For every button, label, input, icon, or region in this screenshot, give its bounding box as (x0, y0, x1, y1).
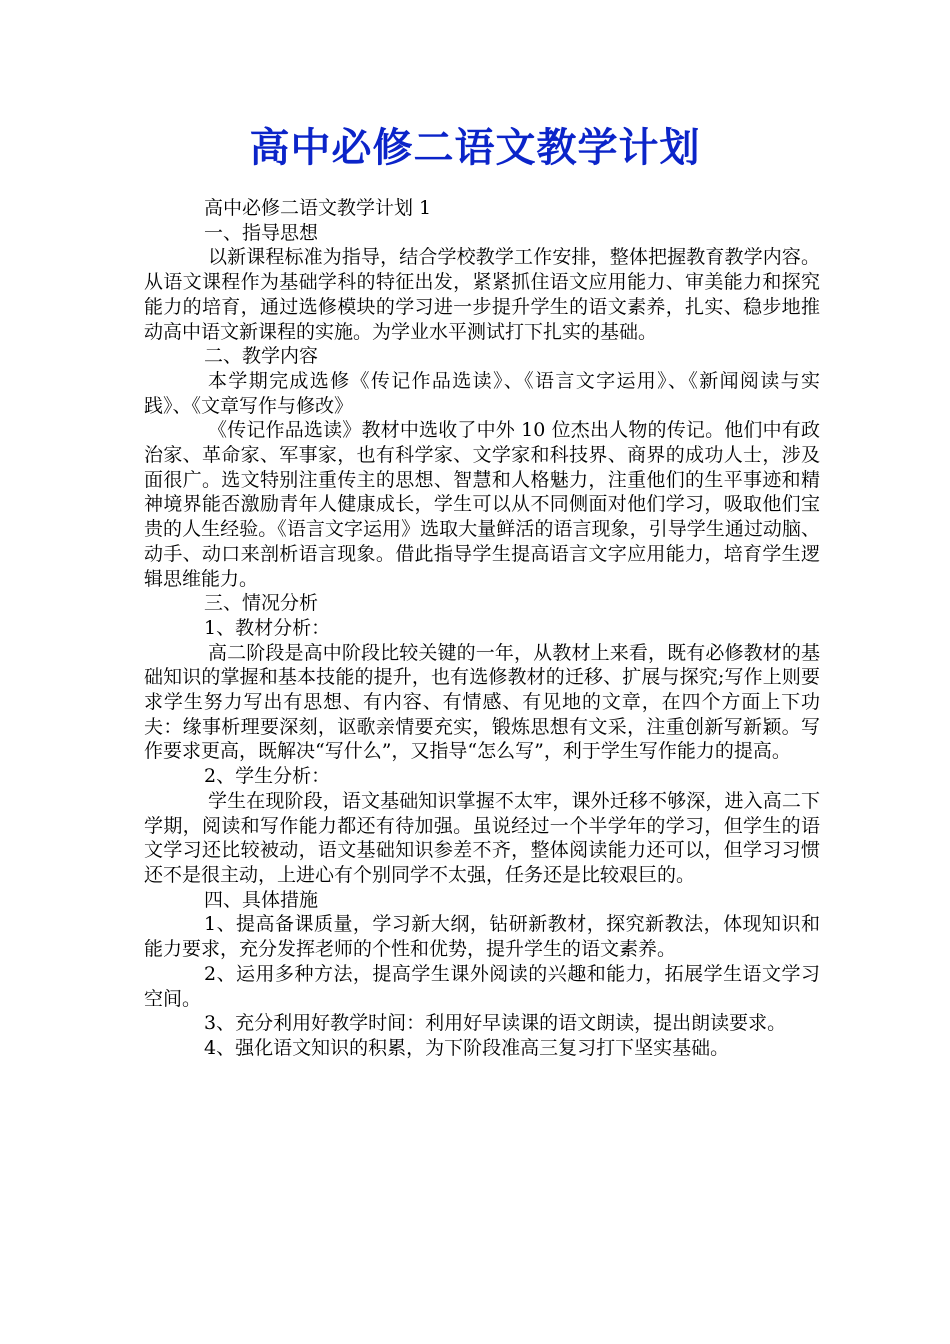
document-body (144, 196, 820, 1061)
measure-item: 3、充分利用好教学时间：利用好早读课的语文朗读，提出朗读要求。 (204, 1012, 787, 1035)
paragraph-teaching-content-biography: 《传记作品选读》教材中选收了中外 10 位杰出人物的传记。他们中有政治家、革命家、军事家，也有科学家、文学家和科技界、商界的成功人士，涉及面很广。选文特别注重传主的思想、智慧和人格魅力，注重他们的生平事迹和精神境界能否激励青年人健康成长，学生可以从不同侧面对他们学习，吸取他们宝贵的人生经验。《语言文字运用》选取大量鲜活的语言现象，引导学生通过动脑、动手、动口来剖析语言现象。借此指导学生提高语言文字应用能力，培育学生逻辑思维能力。 (144, 419, 820, 590)
measure-item: 1、提高备课质量，学习新大纲，钻研新教材，探究新教法，体现知识和能力要求，充分发挥老师的个性和优势，提升学生的语文素养。 (144, 913, 820, 961)
subheading-material-analysis: 1、教材分析： (204, 616, 331, 639)
document-subtitle: 高中必修二语文教学计划 1 (204, 197, 432, 219)
measure-item: 2、运用多种方法，提高学生课外阅读的兴趣和能力，拓展学生语文学习空间。 (144, 962, 820, 1010)
paragraph-guiding-thought: 以新课程标准为指导，结合学校教学工作安排，整体把握教育教学内容。从语文课程作为基础学科的特征出发，紧紧抓住语文应用能力、审美能力和探究能力的培育，通过选修模块的学习进一步提升学生的语文素养，扎实、稳步地推动高中语文新课程的实施。为学业水平测试打下扎实的基础。 (144, 246, 820, 343)
measure-item: 4、强化语文知识的积累，为下阶段准高三复习打下坚实基础。 (204, 1036, 730, 1059)
subheading-student-analysis: 2、学生分析： (204, 765, 331, 788)
section-heading-teaching-content: 二、教学内容 (204, 345, 319, 368)
document-title: 高中必修二语文教学计划 (249, 124, 701, 171)
section-heading-guiding-thought: 一、指导思想 (204, 221, 319, 244)
paragraph-material-analysis: 高二阶段是高中阶段比较关键的一年，从教材上来看，既有必修教材的基础知识的掌握和基本技能的提升，也有选修教材的迁移、扩展与探究;写作上则要求学生努力写出有思想、有内容、有情感、有见地的文章，在四个方面上下功夫：缘事析理要深刻，讴歌亲情要充实，锻炼思想有文采，注重创新写新颖。写作要求更高，既解决“写什么”，又指导“怎么写”，利于学生写作能力的提高。 (144, 641, 820, 763)
section-heading-situation-analysis: 三、情况分析 (204, 592, 319, 615)
paragraph-student-analysis: 学生在现阶段，语文基础知识掌握不太牢，课外迁移不够深，进入高二下学期，阅读和写作能力都还有待加强。虽说经过一个半学年的学习，但学生的语文学习还比较被动，语文基础知识参差不齐，整体阅读能力还可以，但学习习惯还不是很主动，上进心有个别同学不太强，任务还是比较艰巨的。 (144, 789, 820, 886)
section-heading-measures: 四、具体措施 (204, 888, 319, 911)
paragraph-teaching-content-courses: 本学期完成选修《传记作品选读》、《语言文字运用》、《新闻阅读与实践》、《文章写作与修改》 (144, 369, 820, 417)
